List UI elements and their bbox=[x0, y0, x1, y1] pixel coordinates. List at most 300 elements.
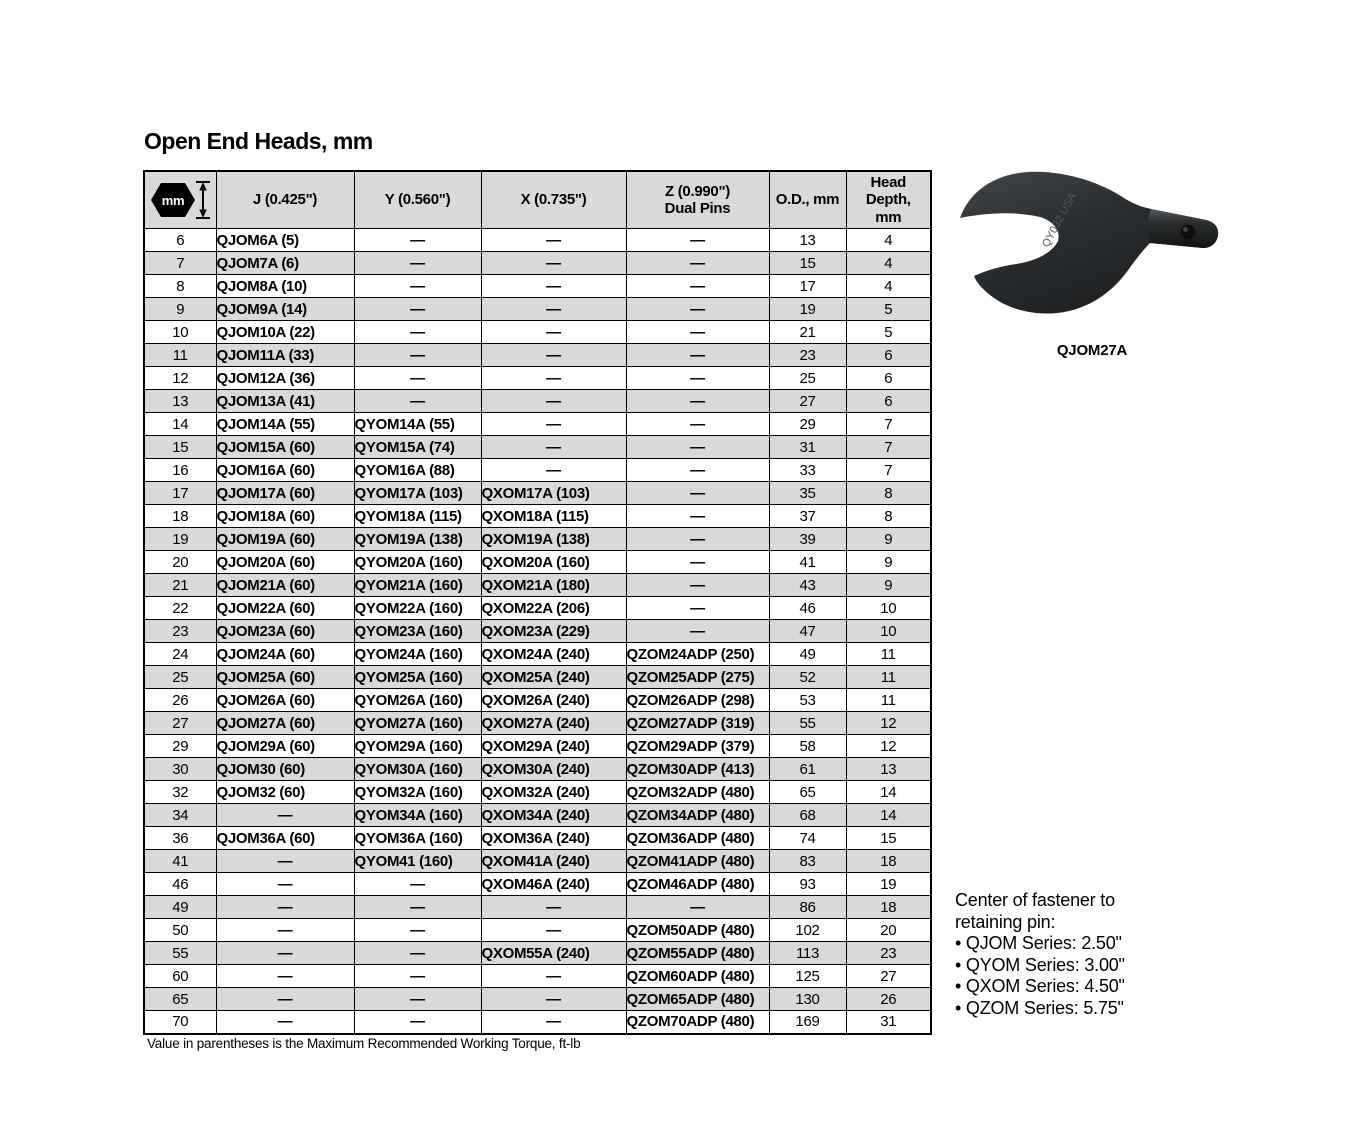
value-cell: 5 bbox=[846, 321, 931, 344]
size-mm-cell: 9 bbox=[144, 298, 216, 321]
size-mm-cell: 55 bbox=[144, 942, 216, 965]
table-row bbox=[144, 758, 931, 781]
part-number-cell: QXOM26A (240) bbox=[481, 689, 626, 712]
value-cell: 65 bbox=[769, 781, 846, 804]
table-row bbox=[144, 689, 931, 712]
part-number-cell: — bbox=[354, 942, 481, 965]
part-number-cell: QJOM23A (60) bbox=[216, 620, 354, 643]
value-cell: 19 bbox=[769, 298, 846, 321]
value-cell: 6 bbox=[846, 390, 931, 413]
value-cell: 29 bbox=[769, 413, 846, 436]
value-cell: 102 bbox=[769, 919, 846, 942]
value-cell: 20 bbox=[846, 919, 931, 942]
size-mm-cell: 24 bbox=[144, 643, 216, 666]
part-number-cell: QXOM29A (240) bbox=[481, 735, 626, 758]
value-cell: 130 bbox=[769, 988, 846, 1011]
part-number-cell: QZOM32ADP (480) bbox=[626, 781, 769, 804]
part-number-cell: QXOM22A (206) bbox=[481, 597, 626, 620]
note-line: Center of fastener to bbox=[955, 890, 1115, 910]
part-number-cell: — bbox=[626, 597, 769, 620]
size-mm-cell: 32 bbox=[144, 781, 216, 804]
part-number-cell: QJOM25A (60) bbox=[216, 666, 354, 689]
size-mm-cell: 21 bbox=[144, 574, 216, 597]
value-cell: 113 bbox=[769, 942, 846, 965]
part-number-cell: — bbox=[626, 321, 769, 344]
part-number-cell: QXOM19A (138) bbox=[481, 528, 626, 551]
part-number-cell: — bbox=[216, 850, 354, 873]
value-cell: 9 bbox=[846, 551, 931, 574]
part-number-cell: — bbox=[354, 965, 481, 988]
value-cell: 11 bbox=[846, 666, 931, 689]
size-mm-cell: 20 bbox=[144, 551, 216, 574]
part-number-cell: QXOM23A (229) bbox=[481, 620, 626, 643]
part-number-cell: QJOM13A (41) bbox=[216, 390, 354, 413]
value-cell: 7 bbox=[846, 459, 931, 482]
table-row bbox=[144, 620, 931, 643]
table-row bbox=[144, 459, 931, 482]
part-number-cell: QJOM22A (60) bbox=[216, 597, 354, 620]
column-header: Y (0.560") bbox=[354, 171, 481, 229]
table-row bbox=[144, 298, 931, 321]
part-number-cell: QYOM27A (160) bbox=[354, 712, 481, 735]
value-cell: 39 bbox=[769, 528, 846, 551]
value-cell: 74 bbox=[769, 827, 846, 850]
part-number-cell: — bbox=[481, 919, 626, 942]
part-number-cell: QXOM32A (240) bbox=[481, 781, 626, 804]
part-number-cell: QJOM18A (60) bbox=[216, 505, 354, 528]
part-number-cell: QYOM18A (115) bbox=[354, 505, 481, 528]
part-number-cell: — bbox=[354, 988, 481, 1011]
value-cell: 61 bbox=[769, 758, 846, 781]
value-cell: 33 bbox=[769, 459, 846, 482]
value-cell: 14 bbox=[846, 804, 931, 827]
value-cell: 86 bbox=[769, 896, 846, 919]
table-row bbox=[144, 436, 931, 459]
value-cell: 46 bbox=[769, 597, 846, 620]
part-number-cell: QJOM36A (60) bbox=[216, 827, 354, 850]
part-number-cell: — bbox=[216, 1011, 354, 1034]
value-cell: 18 bbox=[846, 896, 931, 919]
size-mm-cell: 60 bbox=[144, 965, 216, 988]
part-number-cell: QJOM27A (60) bbox=[216, 712, 354, 735]
part-number-cell: — bbox=[481, 459, 626, 482]
table-row bbox=[144, 505, 931, 528]
table-row bbox=[144, 873, 931, 896]
part-number-cell: QXOM20A (160) bbox=[481, 551, 626, 574]
table-row bbox=[144, 344, 931, 367]
mm-icon-label: mm bbox=[161, 193, 185, 208]
part-number-cell: — bbox=[626, 482, 769, 505]
value-cell: 8 bbox=[846, 482, 931, 505]
part-number-cell: — bbox=[626, 896, 769, 919]
table-row bbox=[144, 390, 931, 413]
part-number-cell: QYOM30A (160) bbox=[354, 758, 481, 781]
part-number-cell: — bbox=[626, 390, 769, 413]
value-cell: 4 bbox=[846, 275, 931, 298]
table-row bbox=[144, 252, 931, 275]
part-number-cell: — bbox=[354, 229, 481, 252]
part-number-cell: QJOM9A (14) bbox=[216, 298, 354, 321]
value-cell: 18 bbox=[846, 850, 931, 873]
part-number-cell: — bbox=[354, 367, 481, 390]
part-number-cell: QYOM36A (160) bbox=[354, 827, 481, 850]
part-number-cell: QJOM26A (60) bbox=[216, 689, 354, 712]
part-number-cell: QJOM16A (60) bbox=[216, 459, 354, 482]
note-line: • QYOM Series: 3.00" bbox=[955, 954, 1125, 975]
part-number-cell: — bbox=[626, 459, 769, 482]
size-mm-cell: 70 bbox=[144, 1011, 216, 1034]
part-number-cell: — bbox=[354, 344, 481, 367]
note-line: • QZOM Series: 5.75" bbox=[955, 997, 1124, 1018]
size-mm-cell: 18 bbox=[144, 505, 216, 528]
part-number-cell: — bbox=[354, 1011, 481, 1034]
part-number-cell: QZOM30ADP (413) bbox=[626, 758, 769, 781]
value-cell: 25 bbox=[769, 367, 846, 390]
table-row bbox=[144, 965, 931, 988]
part-number-cell: — bbox=[216, 873, 354, 896]
table-header-row bbox=[144, 171, 931, 229]
part-number-cell: QXOM27A (240) bbox=[481, 712, 626, 735]
value-cell: 8 bbox=[846, 505, 931, 528]
table-row bbox=[144, 413, 931, 436]
part-number-cell: — bbox=[626, 528, 769, 551]
size-mm-cell: 26 bbox=[144, 689, 216, 712]
part-number-cell: QYOM25A (160) bbox=[354, 666, 481, 689]
part-number-cell: — bbox=[481, 1011, 626, 1034]
column-header: Head Depth, mm bbox=[846, 171, 931, 229]
size-mm-cell: 8 bbox=[144, 275, 216, 298]
part-number-cell: QZOM65ADP (480) bbox=[626, 988, 769, 1011]
part-number-cell: — bbox=[216, 988, 354, 1011]
part-number-cell: QXOM41A (240) bbox=[481, 850, 626, 873]
value-cell: 68 bbox=[769, 804, 846, 827]
product-caption: QJOM27A bbox=[1056, 342, 1128, 359]
value-cell: 7 bbox=[846, 413, 931, 436]
part-number-cell: — bbox=[481, 275, 626, 298]
part-number-cell: — bbox=[626, 505, 769, 528]
part-number-cell: QYOM24A (160) bbox=[354, 643, 481, 666]
part-number-cell: — bbox=[626, 275, 769, 298]
part-number-cell: QJOM29A (60) bbox=[216, 735, 354, 758]
part-number-cell: — bbox=[216, 896, 354, 919]
part-number-cell: — bbox=[626, 344, 769, 367]
part-number-cell: QYOM41 (160) bbox=[354, 850, 481, 873]
part-number-cell: QYOM26A (160) bbox=[354, 689, 481, 712]
size-mm-cell: 46 bbox=[144, 873, 216, 896]
value-cell: 43 bbox=[769, 574, 846, 597]
part-number-cell: QJOM10A (22) bbox=[216, 321, 354, 344]
part-number-cell: QXOM18A (115) bbox=[481, 505, 626, 528]
part-number-cell: QYOM17A (103) bbox=[354, 482, 481, 505]
part-number-cell: QJOM21A (60) bbox=[216, 574, 354, 597]
part-number-cell: — bbox=[626, 252, 769, 275]
part-number-cell: QYOM34A (160) bbox=[354, 804, 481, 827]
table-row bbox=[144, 643, 931, 666]
value-cell: 9 bbox=[846, 528, 931, 551]
part-number-cell: — bbox=[481, 390, 626, 413]
part-number-cell: — bbox=[354, 390, 481, 413]
part-number-cell: QJOM11A (33) bbox=[216, 344, 354, 367]
value-cell: 52 bbox=[769, 666, 846, 689]
value-cell: 27 bbox=[769, 390, 846, 413]
part-number-cell: QZOM34ADP (480) bbox=[626, 804, 769, 827]
value-cell: 13 bbox=[769, 229, 846, 252]
table-row bbox=[144, 229, 931, 252]
table-row bbox=[144, 367, 931, 390]
part-number-cell: — bbox=[626, 298, 769, 321]
part-number-cell: QZOM27ADP (319) bbox=[626, 712, 769, 735]
table-row bbox=[144, 666, 931, 689]
size-mm-cell: 13 bbox=[144, 390, 216, 413]
series-notes bbox=[955, 890, 1285, 1019]
table-row bbox=[144, 528, 931, 551]
part-number-cell: QJOM17A (60) bbox=[216, 482, 354, 505]
size-mm-cell: 6 bbox=[144, 229, 216, 252]
page-title: Open End Heads, mm bbox=[144, 128, 373, 154]
part-number-cell: QYOM23A (160) bbox=[354, 620, 481, 643]
value-cell: 15 bbox=[846, 827, 931, 850]
part-number-cell: — bbox=[481, 367, 626, 390]
table-row bbox=[144, 482, 931, 505]
table-row bbox=[144, 574, 931, 597]
value-cell: 27 bbox=[846, 965, 931, 988]
part-number-cell: QXOM24A (240) bbox=[481, 643, 626, 666]
part-number-cell: QJOM14A (55) bbox=[216, 413, 354, 436]
part-number-cell: — bbox=[216, 965, 354, 988]
part-number-cell: QZOM60ADP (480) bbox=[626, 965, 769, 988]
part-number-cell: — bbox=[354, 919, 481, 942]
part-number-cell: QXOM25A (240) bbox=[481, 666, 626, 689]
value-cell: 9 bbox=[846, 574, 931, 597]
size-mm-cell: 49 bbox=[144, 896, 216, 919]
note-line: • QXOM Series: 4.50" bbox=[955, 976, 1125, 996]
size-mm-cell: 25 bbox=[144, 666, 216, 689]
part-number-cell: — bbox=[481, 988, 626, 1011]
value-cell: 23 bbox=[769, 344, 846, 367]
table-row bbox=[144, 1011, 931, 1034]
part-number-cell: — bbox=[626, 367, 769, 390]
table-row bbox=[144, 942, 931, 965]
size-mm-cell: 27 bbox=[144, 712, 216, 735]
note-line: retaining pin: bbox=[955, 911, 1056, 932]
size-mm-cell: 50 bbox=[144, 919, 216, 942]
part-number-cell: QXOM30A (240) bbox=[481, 758, 626, 781]
part-number-cell: — bbox=[481, 344, 626, 367]
value-cell: 5 bbox=[846, 298, 931, 321]
part-number-cell: QYOM19A (138) bbox=[354, 528, 481, 551]
part-number-cell: QJOM19A (60) bbox=[216, 528, 354, 551]
table-row bbox=[144, 988, 931, 1011]
value-cell: 23 bbox=[846, 942, 931, 965]
value-cell: 11 bbox=[846, 689, 931, 712]
column-header: O.D., mm bbox=[769, 171, 846, 229]
size-mm-cell: 12 bbox=[144, 367, 216, 390]
value-cell: 15 bbox=[769, 252, 846, 275]
size-mm-cell: 23 bbox=[144, 620, 216, 643]
size-mm-cell: 11 bbox=[144, 344, 216, 367]
part-number-cell: QZOM26ADP (298) bbox=[626, 689, 769, 712]
table-row bbox=[144, 781, 931, 804]
note-line: • QJOM Series: 2.50" bbox=[955, 933, 1122, 953]
table-row bbox=[144, 919, 931, 942]
value-cell: 53 bbox=[769, 689, 846, 712]
value-cell: 47 bbox=[769, 620, 846, 643]
part-number-cell: — bbox=[626, 620, 769, 643]
part-number-cell: QXOM46A (240) bbox=[481, 873, 626, 896]
part-number-cell: — bbox=[354, 896, 481, 919]
value-cell: 125 bbox=[769, 965, 846, 988]
part-number-cell: QXOM21A (180) bbox=[481, 574, 626, 597]
value-cell: 11 bbox=[846, 643, 931, 666]
open-end-wrench-image bbox=[948, 162, 1240, 344]
part-number-cell: — bbox=[626, 229, 769, 252]
value-cell: 17 bbox=[769, 275, 846, 298]
value-cell: 31 bbox=[846, 1011, 931, 1034]
part-number-cell: QXOM36A (240) bbox=[481, 827, 626, 850]
column-header: Z (0.990") Dual Pins bbox=[626, 171, 769, 229]
size-mm-cell: 29 bbox=[144, 735, 216, 758]
part-number-cell: QJOM6A (5) bbox=[216, 229, 354, 252]
part-number-cell: QYOM15A (74) bbox=[354, 436, 481, 459]
part-number-cell: — bbox=[354, 873, 481, 896]
part-number-cell: — bbox=[354, 275, 481, 298]
value-cell: 93 bbox=[769, 873, 846, 896]
part-number-cell: QJOM32 (60) bbox=[216, 781, 354, 804]
table-row bbox=[144, 597, 931, 620]
value-cell: 41 bbox=[769, 551, 846, 574]
table-row bbox=[144, 896, 931, 919]
part-number-cell: QZOM24ADP (250) bbox=[626, 643, 769, 666]
part-number-cell: QYOM14A (55) bbox=[354, 413, 481, 436]
part-number-cell: — bbox=[481, 321, 626, 344]
value-cell: 7 bbox=[846, 436, 931, 459]
value-cell: 10 bbox=[846, 597, 931, 620]
table-row bbox=[144, 827, 931, 850]
part-number-cell: — bbox=[626, 436, 769, 459]
size-mm-cell: 14 bbox=[144, 413, 216, 436]
value-cell: 35 bbox=[769, 482, 846, 505]
value-cell: 26 bbox=[846, 988, 931, 1011]
column-header: X (0.735") bbox=[481, 171, 626, 229]
open-end-heads-table bbox=[143, 170, 932, 1035]
size-mm-cell: 16 bbox=[144, 459, 216, 482]
value-cell: 4 bbox=[846, 229, 931, 252]
value-cell: 19 bbox=[846, 873, 931, 896]
part-number-cell: — bbox=[354, 298, 481, 321]
part-number-cell: QYOM20A (160) bbox=[354, 551, 481, 574]
size-mm-cell: 65 bbox=[144, 988, 216, 1011]
table-row bbox=[144, 275, 931, 298]
value-cell: 55 bbox=[769, 712, 846, 735]
part-number-cell: — bbox=[481, 229, 626, 252]
part-number-cell: QXOM34A (240) bbox=[481, 804, 626, 827]
part-number-cell: QZOM70ADP (480) bbox=[626, 1011, 769, 1034]
part-number-cell: QZOM25ADP (275) bbox=[626, 666, 769, 689]
table-row bbox=[144, 804, 931, 827]
table-row bbox=[144, 321, 931, 344]
table-row bbox=[144, 850, 931, 873]
value-cell: 58 bbox=[769, 735, 846, 758]
part-number-cell: QYOM16A (88) bbox=[354, 459, 481, 482]
size-mm-cell: 15 bbox=[144, 436, 216, 459]
value-cell: 12 bbox=[846, 735, 931, 758]
part-number-cell: — bbox=[626, 551, 769, 574]
table-row bbox=[144, 712, 931, 735]
part-number-cell: — bbox=[216, 804, 354, 827]
part-number-cell: — bbox=[626, 413, 769, 436]
value-cell: 13 bbox=[846, 758, 931, 781]
size-mm-cell: 22 bbox=[144, 597, 216, 620]
value-cell: 37 bbox=[769, 505, 846, 528]
part-number-cell: QJOM30 (60) bbox=[216, 758, 354, 781]
size-mm-cell: 41 bbox=[144, 850, 216, 873]
product-photo bbox=[948, 162, 1240, 344]
mm-hex-measure-icon bbox=[149, 177, 211, 223]
part-number-cell: QZOM36ADP (480) bbox=[626, 827, 769, 850]
value-cell: 49 bbox=[769, 643, 846, 666]
value-cell: 6 bbox=[846, 344, 931, 367]
part-number-cell: QZOM55ADP (480) bbox=[626, 942, 769, 965]
size-mm-cell: 19 bbox=[144, 528, 216, 551]
part-number-cell: — bbox=[626, 574, 769, 597]
size-mm-cell: 17 bbox=[144, 482, 216, 505]
part-number-cell: QJOM12A (36) bbox=[216, 367, 354, 390]
value-cell: 21 bbox=[769, 321, 846, 344]
part-number-cell: QYOM29A (160) bbox=[354, 735, 481, 758]
size-mm-cell: 30 bbox=[144, 758, 216, 781]
part-number-cell: — bbox=[481, 413, 626, 436]
part-number-cell: — bbox=[481, 436, 626, 459]
size-mm-cell: 10 bbox=[144, 321, 216, 344]
part-number-cell: QXOM55A (240) bbox=[481, 942, 626, 965]
part-number-cell: — bbox=[481, 252, 626, 275]
value-cell: 14 bbox=[846, 781, 931, 804]
part-number-cell: QYOM22A (160) bbox=[354, 597, 481, 620]
part-number-cell: QZOM41ADP (480) bbox=[626, 850, 769, 873]
part-number-cell: — bbox=[216, 919, 354, 942]
table-row bbox=[144, 551, 931, 574]
value-cell: 83 bbox=[769, 850, 846, 873]
part-number-cell: QXOM17A (103) bbox=[481, 482, 626, 505]
part-number-cell: QZOM46ADP (480) bbox=[626, 873, 769, 896]
part-number-cell: QZOM29ADP (379) bbox=[626, 735, 769, 758]
table-row bbox=[144, 735, 931, 758]
value-cell: 6 bbox=[846, 367, 931, 390]
part-number-cell: QYOM32A (160) bbox=[354, 781, 481, 804]
part-number-cell: QJOM8A (10) bbox=[216, 275, 354, 298]
part-number-cell: — bbox=[481, 965, 626, 988]
value-cell: 10 bbox=[846, 620, 931, 643]
part-number-cell: — bbox=[481, 298, 626, 321]
size-column-header bbox=[144, 171, 216, 229]
size-mm-cell: 34 bbox=[144, 804, 216, 827]
part-number-cell: QJOM20A (60) bbox=[216, 551, 354, 574]
part-number-cell: — bbox=[354, 321, 481, 344]
part-number-cell: QJOM7A (6) bbox=[216, 252, 354, 275]
size-mm-cell: 7 bbox=[144, 252, 216, 275]
size-mm-cell: 36 bbox=[144, 827, 216, 850]
part-number-cell: — bbox=[481, 896, 626, 919]
value-cell: 31 bbox=[769, 436, 846, 459]
part-number-cell: — bbox=[216, 942, 354, 965]
table-footnote: Value in parentheses is the Maximum Recommended Working Torque, ft-lb bbox=[147, 1036, 581, 1051]
value-cell: 12 bbox=[846, 712, 931, 735]
part-number-cell: QJOM24A (60) bbox=[216, 643, 354, 666]
wrench-engraving: QY032 USA bbox=[1040, 190, 1079, 250]
part-number-cell: QJOM15A (60) bbox=[216, 436, 354, 459]
value-cell: 169 bbox=[769, 1011, 846, 1034]
retaining-pin bbox=[1181, 225, 1196, 240]
